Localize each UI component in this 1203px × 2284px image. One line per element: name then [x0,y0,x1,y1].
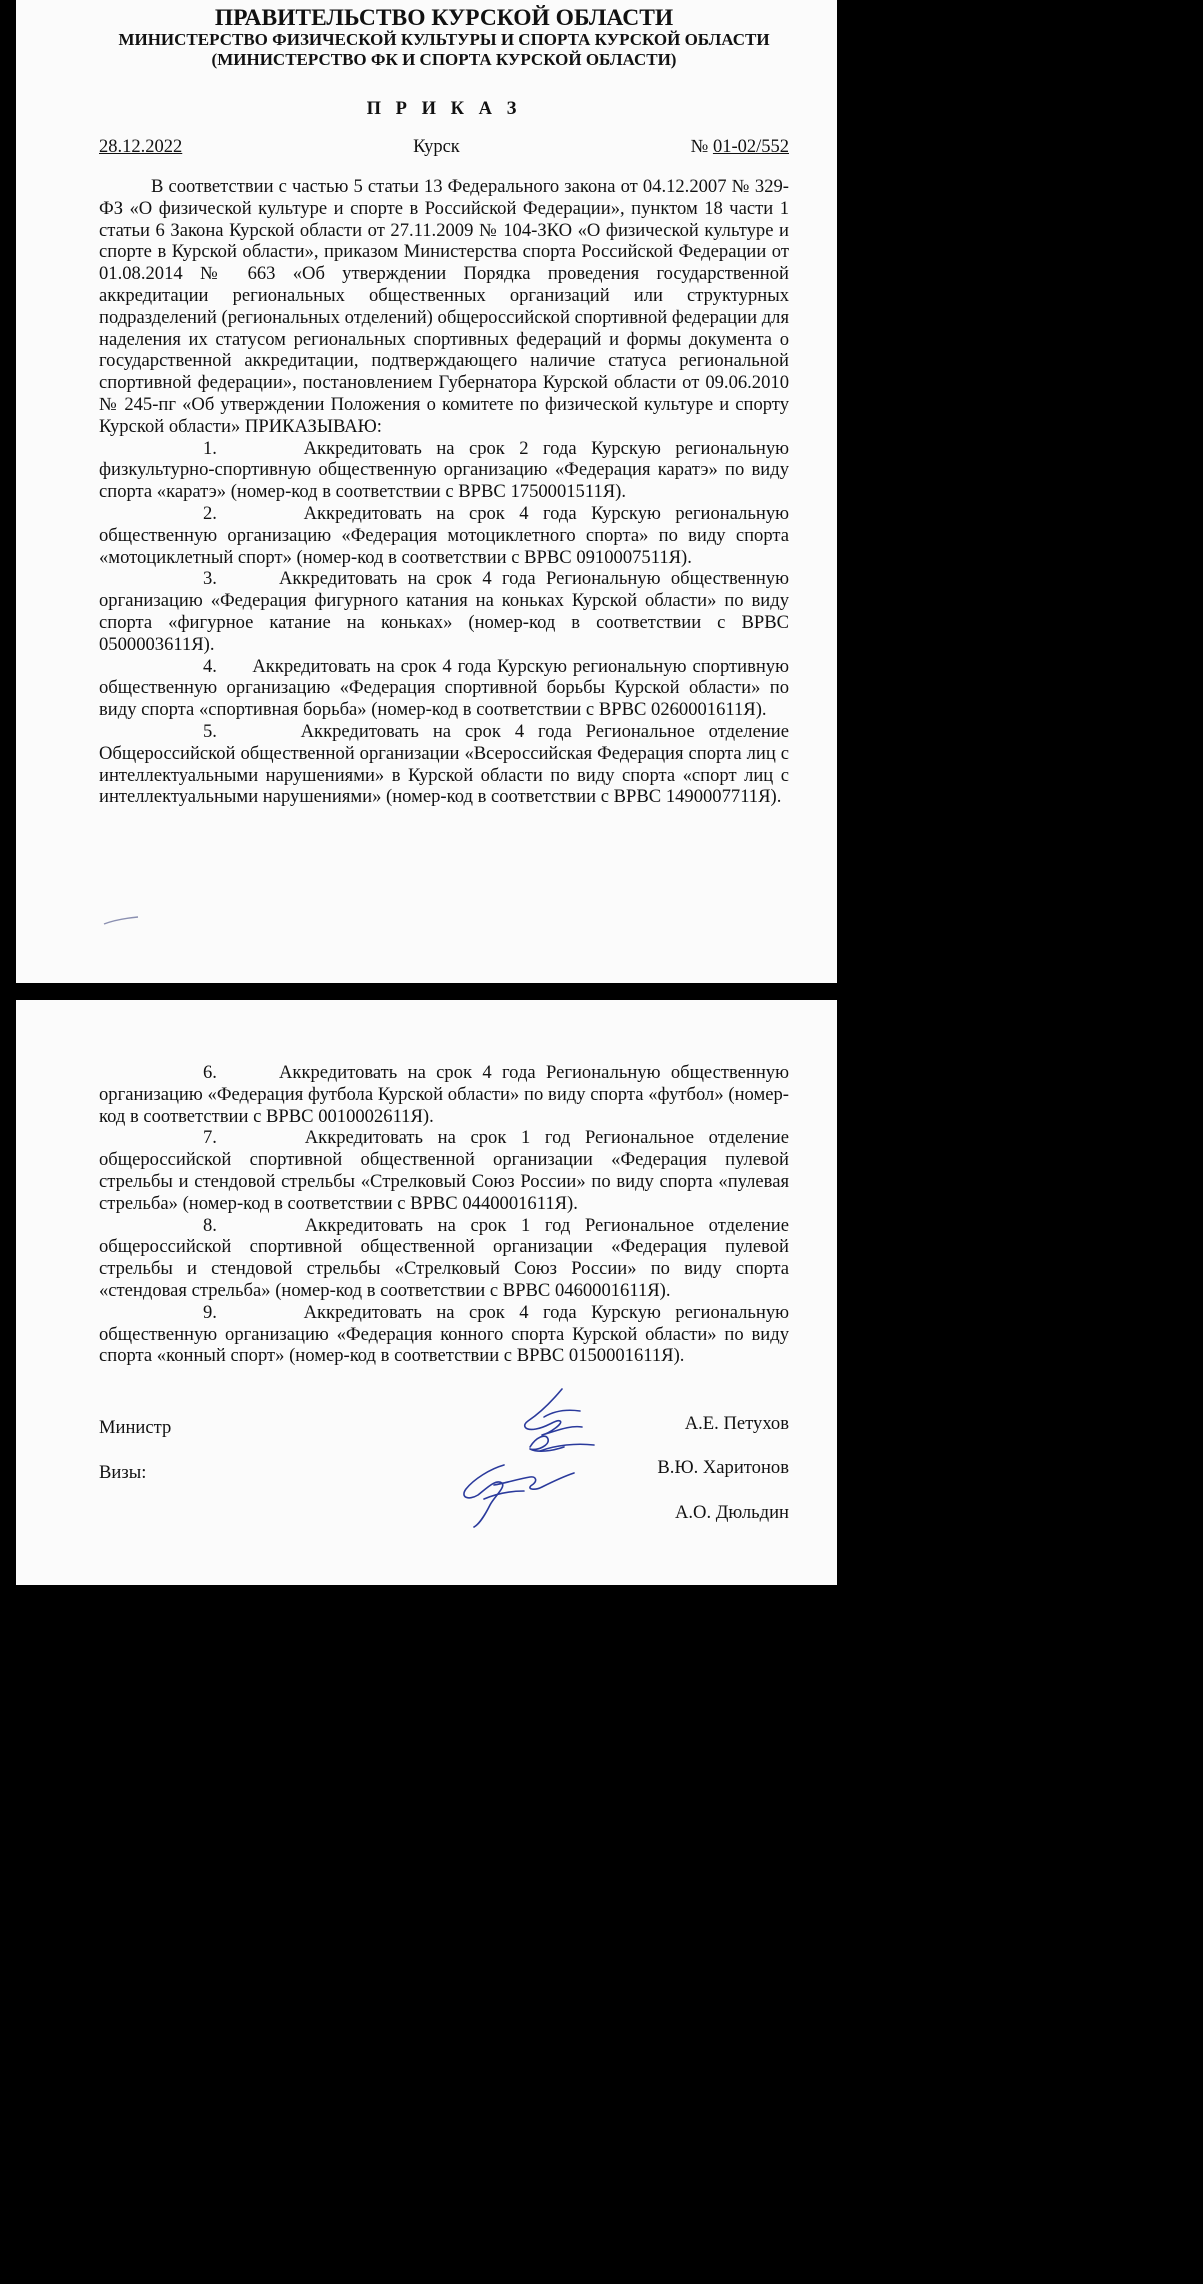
order-item-4 [99,656,789,721]
handwritten-signature [444,1387,674,1557]
document-number-prefix: № [690,137,713,157]
document-type: П Р И К А З [366,99,522,119]
order-item-number: 3. [203,568,217,590]
order-item-5 [99,721,789,808]
order-item-number: 5. [203,720,217,742]
document-date: 28.12.2022 [99,137,183,157]
order-item-6 [99,1062,789,1127]
pen-stroke-mark [102,915,142,927]
government-title: ПРАВИТЕЛЬСТВО КУРСКОЙ ОБЛАСТИ [214,5,674,31]
order-item-number: 4. [203,655,217,677]
order-item-number: 9. [203,1301,217,1323]
document-meta [99,136,789,158]
order-item-number: 7. [203,1127,217,1149]
order-item-number: 8. [203,1214,217,1236]
order-item-text: Аккредитовать на срок 4 года Региональную общественную организацию «Федерация футбола Курской области» по виду спорта «футбол» (номер-код в соответствии с ВРВС 0010002611Я). [99,1062,789,1127]
order-item-text: Аккредитовать на срок 4 года Курскую региональную общественную организацию «Федерация конного спорта Курской области» по виду спорта «конный спорт» (номер-код в соответствии с ВРВС 0150001611Я). [99,1301,790,1367]
order-item-1 [99,438,789,503]
order-item-text: Аккредитовать на срок 4 года Курскую региональную спортивную общественную организацию «Федерация спортивной борьбы Курской области» по виду спорта «спортивная борьба» (номер-код в соответствии с ВРВС 0260001611Я). [99,655,789,721]
order-item-text: Аккредитовать на срок 1 год Региональное отделение общероссийской спортивной общественной организации «Федерация пулевой стрельбы и стендовой стрельбы «Стрелковый Союз России» по виду спорта «пулевая стрельба» (номер-код в соответствии с ВРВС 0440001611Я). [99,1127,789,1214]
order-item-text: Аккредитовать на срок 4 года Региональное отделение Общероссийской общественной организации «Всероссийская Федерация спорта лиц с интеллектуальными нарушениями» в Курской области по виду спорта «спорт лиц с интеллектуальными нарушениями» (номер-код в соответствии с ВРВС 1490007711Я). [99,720,789,808]
order-items-continued [99,1000,789,1367]
minister-label: Министр [99,1417,172,1439]
order-item-text: Аккредитовать на срок 4 года Курскую региональную общественную организацию «Федерация мотоциклетного спорта» по виду спорта «мотоциклетный спорт» (номер-код в соответствии с ВРВС 0910007511Я). [99,502,790,568]
order-item-number: 1. [203,437,217,459]
order-item-3 [99,568,789,655]
order-item-text: Аккредитовать на срок 4 года Региональную общественную организацию «Федерация фигурного катания на коньках Курской области» по виду спорта «фигурное катание на коньках» (номер-код в соответствии с ВРВС 0500003611Я). [99,568,789,655]
order-item-text: Аккредитовать на срок 2 года Курскую региональную физкультурно-спортивную общественную организацию «Федерация каратэ» по виду спорта «каратэ» (номер-код в соответствии с ВРВС 1750001511Я). [99,437,790,503]
minister-name: А.Е. Петухов [684,1413,789,1435]
order-item-number: 2. [203,502,217,524]
visa-name-1: В.Ю. Харитонов [657,1457,789,1479]
ministry-short-name: (МИНИСТЕРСТВО ФК И СПОРТА КУРСКОЙ ОБЛАСТИ) [211,50,677,69]
ministry-full-name: МИНИСТЕРСТВО ФИЗИЧЕСКОЙ КУЛЬТУРЫ И СПОРТА КУРСКОЙ ОБЛАСТИ [118,30,770,49]
document-number-value: 01-02/552 [712,137,789,157]
order-item-2 [99,503,789,568]
preamble-paragraph: В соответствии с частью 5 статьи 13 Федерального закона от 04.12.2007 № 329-ФЗ «О физической культуре и спорте в Российской Федерации», пунктом 18 части 1 статьи 6 Закона Курской области от 27.11.2009 № 104-ЗКО «О физической культуре и спорте в Курской области», приказом Министерства спорта Российской Федерации от 01.08.2014 № 663 «Об утверждении Порядка проведения государственной аккредитации региональных общественных организаций или структурных подразделений (региональных отделений) общероссийской спортивной федерации для наделения их статусом региональных спортивных федераций и формы документа о государственной аккредитации, подтверждающего наличие статуса региональной спортивной федерации», постановлением Губернатора Курской области от 09.06.2010 № 245-пг «Об утверждении Положения о комитете по физической культуре и спорту Курской области» ПРИКАЗЫВАЮ: [99,176,789,437]
order-item-number: 6. [203,1062,217,1083]
order-item-9 [99,1302,789,1367]
order-item-8 [99,1215,789,1302]
document-city: Курск [413,137,460,157]
document-page-1 [16,0,837,983]
document-number [691,136,789,158]
order-item-text: Аккредитовать на срок 1 год Региональное отделение общероссийской спортивной общественной организации «Федерация пулевой стрельбы и стендовой стрельбы «Стрелковый Союз России» по виду спорта «стендовая стрельба» (номер-код в соответствии с ВРВС 0460001611Я). [99,1214,789,1301]
visas-label: Визы: [99,1462,147,1484]
document-page-2 [16,1000,837,1585]
signature-block [99,1407,789,1537]
visa-name-2: А.О. Дюльдин [674,1502,789,1524]
order-item-7 [99,1127,789,1214]
